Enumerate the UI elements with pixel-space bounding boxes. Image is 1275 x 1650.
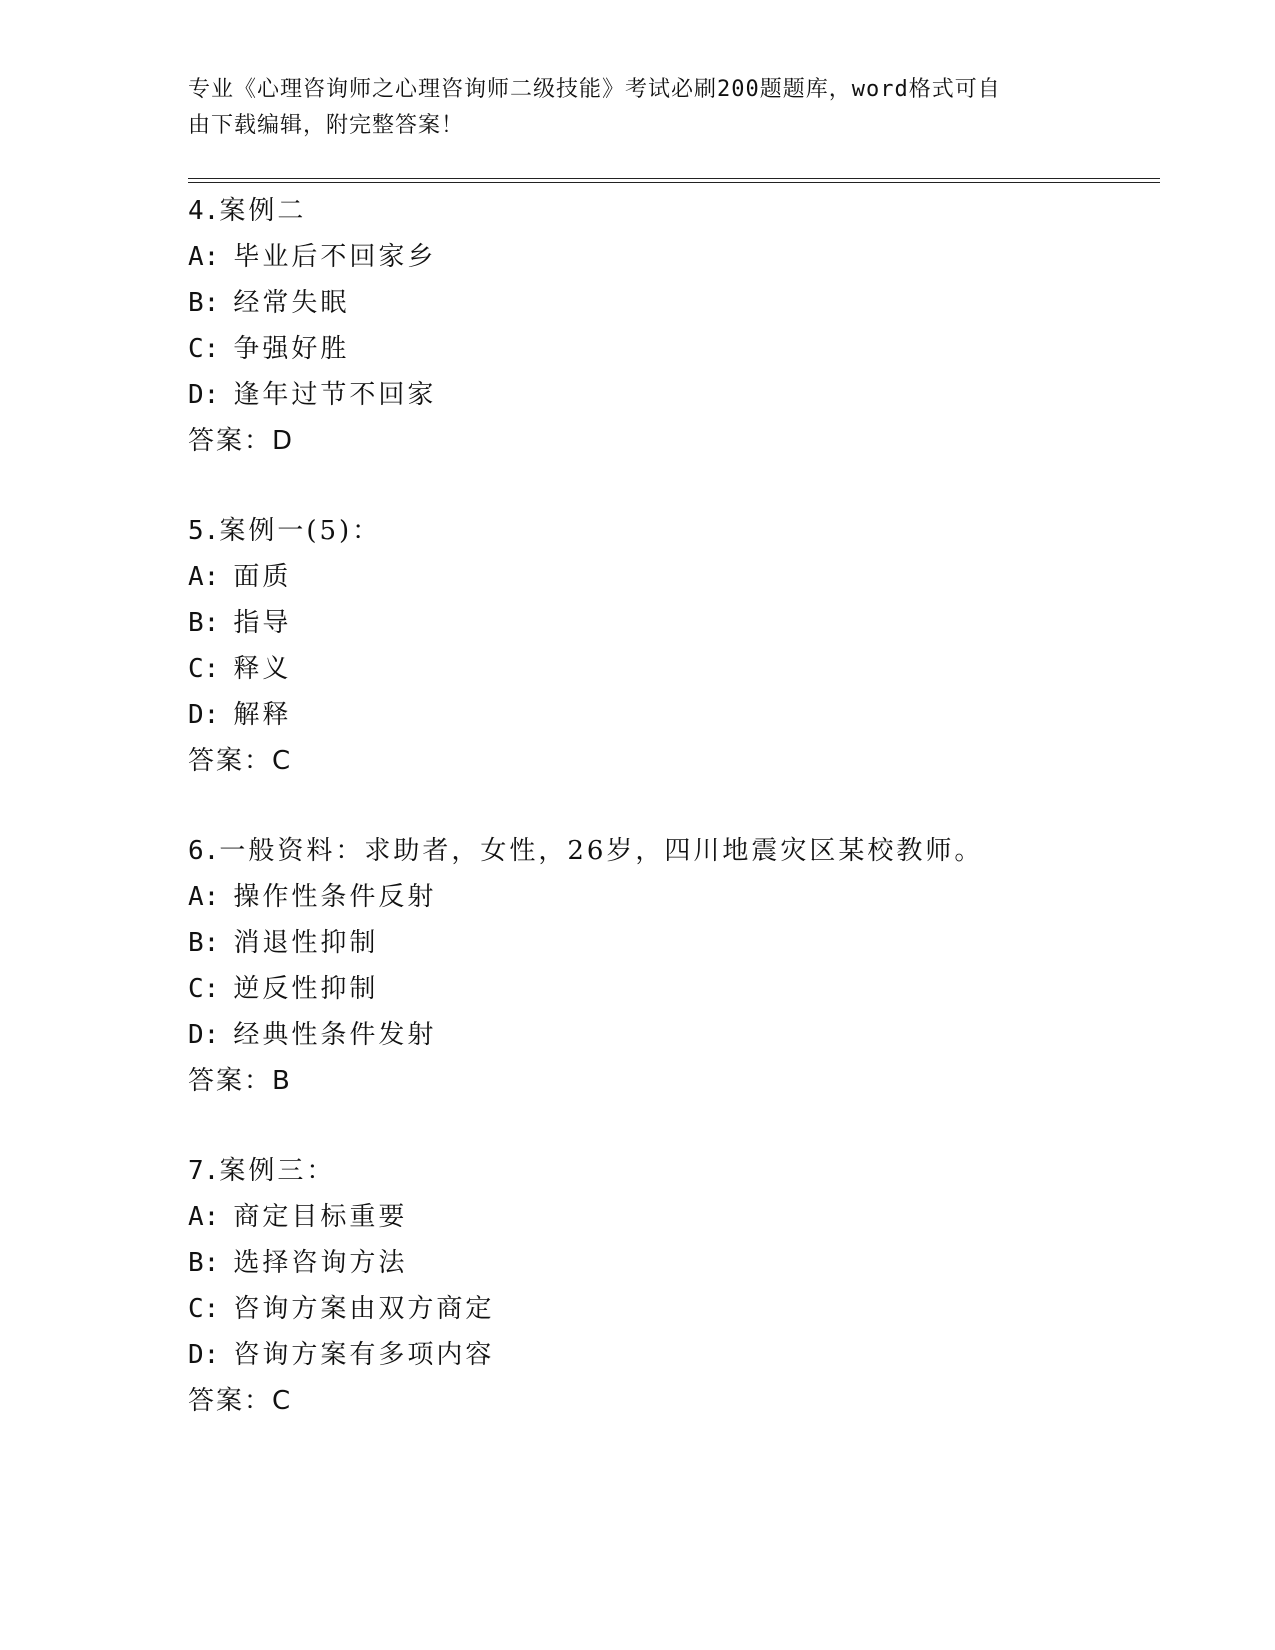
option-letter: B:	[188, 288, 220, 318]
option-letter: D:	[188, 1020, 220, 1050]
option-letter: D:	[188, 380, 220, 410]
option-letter: D:	[188, 700, 220, 730]
option-text: 逢年过节不回家	[233, 380, 437, 410]
option-c	[188, 1286, 1168, 1332]
answer-line: 答案：B	[188, 1066, 292, 1096]
question-text: 案例三：	[219, 1156, 336, 1186]
option-letter: B:	[188, 1248, 220, 1278]
option-a	[188, 554, 1168, 600]
option-b	[188, 920, 1168, 966]
option-letter: A:	[188, 242, 220, 272]
option-text: 毕业后不回家乡	[233, 242, 437, 272]
option-letter: C:	[188, 334, 220, 364]
option-text: 争强好胜	[233, 334, 350, 364]
question-4	[188, 188, 1168, 464]
option-letter: C:	[188, 974, 220, 1004]
option-text: 经常失眠	[233, 288, 350, 318]
option-text: 指导	[233, 608, 292, 638]
option-a	[188, 1194, 1168, 1240]
question-text: 一般资料：求助者，女性，26岁，四川地震灾区某校教师。	[219, 836, 984, 866]
option-text: 逆反性抑制	[233, 974, 379, 1004]
header-divider-bottom	[188, 182, 1160, 183]
option-b	[188, 1240, 1168, 1286]
question-number: 7.	[188, 1156, 220, 1186]
answer-line: 答案：C	[188, 746, 293, 776]
header-line-2: 由下载编辑，附完整答案！	[188, 113, 465, 138]
option-text: 选择咨询方法	[233, 1248, 408, 1278]
option-d	[188, 692, 1168, 738]
question-stem	[188, 508, 1168, 554]
option-b	[188, 600, 1168, 646]
answer-line: 答案：D	[188, 426, 295, 456]
option-c	[188, 966, 1168, 1012]
header-divider-top	[188, 178, 1160, 179]
question-5	[188, 508, 1168, 784]
question-6	[188, 828, 1168, 1104]
question-text: 案例一(5)：	[219, 516, 382, 546]
option-text: 面质	[233, 562, 292, 592]
question-stem	[188, 1148, 1168, 1194]
option-text: 消退性抑制	[233, 928, 379, 958]
question-list	[188, 188, 1168, 1468]
option-a	[188, 234, 1168, 280]
option-d	[188, 372, 1168, 418]
question-number: 4.	[188, 196, 220, 226]
option-text: 咨询方案有多项内容	[233, 1340, 495, 1370]
option-d	[188, 1012, 1168, 1058]
question-number: 6.	[188, 836, 220, 866]
question-number: 5.	[188, 516, 220, 546]
option-c	[188, 326, 1168, 372]
option-a	[188, 874, 1168, 920]
question-7	[188, 1148, 1168, 1424]
option-letter: B:	[188, 928, 220, 958]
question-stem	[188, 828, 1168, 874]
option-letter: A:	[188, 562, 220, 592]
option-letter: A:	[188, 1202, 220, 1232]
option-text: 商定目标重要	[233, 1202, 408, 1232]
option-letter: A:	[188, 882, 220, 912]
answer-line: 答案：C	[188, 1386, 293, 1416]
option-letter: D:	[188, 1340, 220, 1370]
question-stem	[188, 188, 1168, 234]
option-letter: C:	[188, 654, 220, 684]
header-line-1: 专业《心理咨询师之心理咨询师二级技能》考试必刷200题题库，word格式可自	[188, 77, 1001, 102]
option-text: 咨询方案由双方商定	[233, 1294, 495, 1324]
option-letter: B:	[188, 608, 220, 638]
option-c	[188, 646, 1168, 692]
option-d	[188, 1332, 1168, 1378]
option-text: 释义	[233, 654, 292, 684]
option-b	[188, 280, 1168, 326]
option-letter: C:	[188, 1294, 220, 1324]
document-header	[188, 72, 1088, 144]
question-text: 案例二	[219, 196, 307, 226]
option-text: 经典性条件发射	[233, 1020, 437, 1050]
option-text: 操作性条件反射	[233, 882, 437, 912]
option-text: 解释	[233, 700, 292, 730]
